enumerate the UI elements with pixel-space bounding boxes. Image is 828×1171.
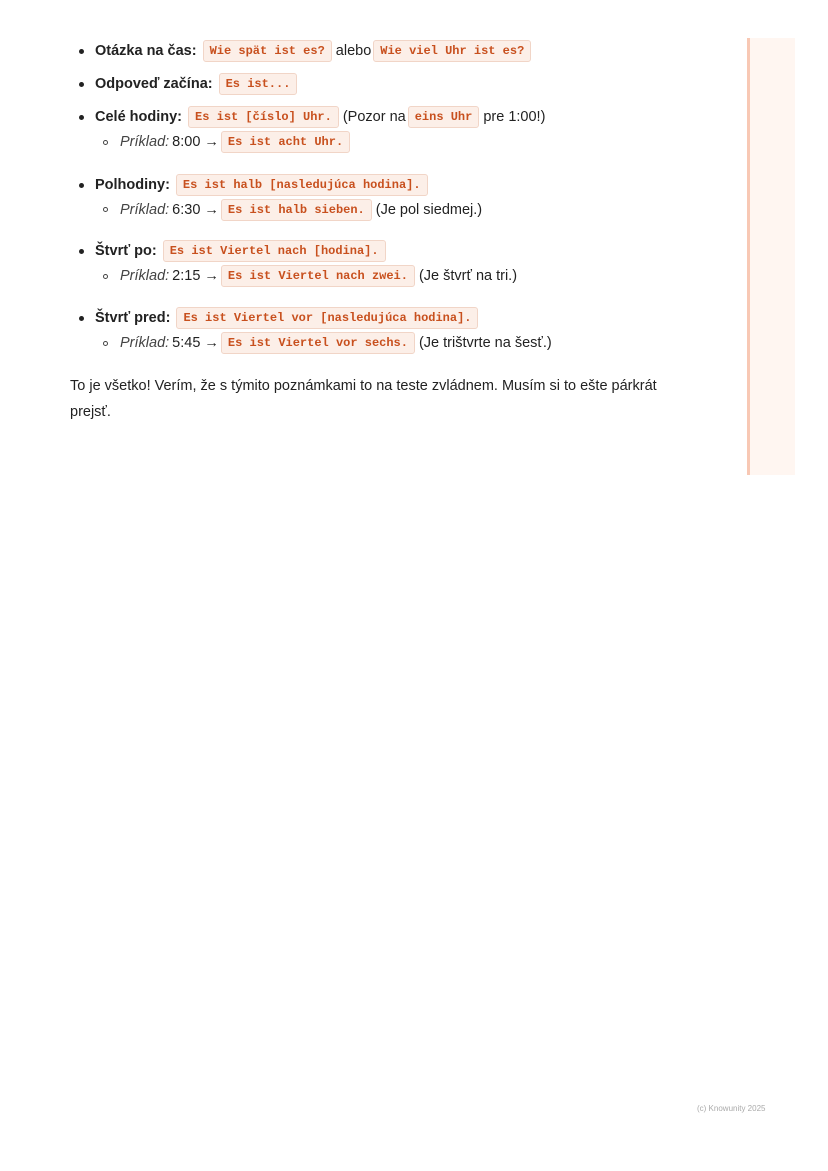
example-label: Príklad: — [120, 335, 170, 351]
item-label: Celé hodiny: — [95, 109, 183, 125]
example-label: Príklad: — [120, 134, 170, 150]
text: (Pozor na — [342, 109, 406, 125]
example-item — [120, 198, 482, 222]
example-label: Príklad: — [120, 268, 170, 284]
example-time: 5:45 → — [172, 335, 219, 351]
example-item — [120, 264, 517, 288]
item-label: Odpoveď začína: — [95, 76, 213, 92]
sub-bullet — [103, 140, 108, 145]
example-time: 6:30 → — [172, 202, 219, 218]
closing-paragraph: To je všetko! Verím, že s týmito poznámkami to na teste zvládnem. Musím si to ešte párkrát prejsť. — [70, 378, 657, 420]
item-label: Štvrť po: — [95, 243, 157, 259]
example-note: (Je trištvrte na šesť.) — [418, 335, 552, 351]
text: pre 1:00!) — [483, 109, 546, 125]
list-item — [95, 105, 545, 129]
code-snippet: Es ist Viertel nach [hodina]. — [163, 240, 386, 262]
example-note: (Je štvrť na tri.) — [418, 268, 518, 284]
code-snippet: Es ist Viertel vor [nasledujúca hodina]. — [176, 307, 478, 329]
list-item — [95, 306, 482, 330]
code-snippet: Wie viel Uhr ist es? — [373, 40, 531, 62]
example-item — [120, 130, 354, 154]
sub-bullet — [103, 274, 108, 279]
list-item — [95, 239, 390, 263]
code-snippet: Es ist halb sieben. — [221, 199, 372, 221]
example-label: Príklad: — [120, 202, 170, 218]
item-label: Otázka na čas: — [95, 43, 197, 59]
footer-copyright: (c) Knowunity 2025 — [697, 1104, 766, 1113]
code-snippet: eins Uhr — [408, 106, 480, 128]
example-item — [120, 331, 552, 355]
list-item — [95, 173, 432, 197]
text: alebo — [335, 43, 372, 59]
code-snippet: Es ist halb [nasledujúca hodina]. — [176, 174, 428, 196]
bullet — [79, 183, 84, 188]
example-time: 2:15 → — [172, 268, 219, 284]
sub-bullet — [103, 341, 108, 346]
item-label: Štvrť pred: — [95, 310, 171, 326]
code-snippet: Es ist Viertel vor sechs. — [221, 332, 415, 354]
list-item — [95, 72, 301, 96]
code-snippet: Es ist [číslo] Uhr. — [188, 106, 339, 128]
bullet — [79, 82, 84, 87]
side-panel — [747, 38, 795, 475]
list-item — [95, 39, 535, 63]
sub-bullet — [103, 207, 108, 212]
code-snippet: Es ist acht Uhr. — [221, 131, 350, 153]
bullet — [79, 249, 84, 254]
example-time: 8:00 → — [172, 134, 219, 150]
code-snippet: Wie spät ist es? — [203, 40, 332, 62]
example-note: (Je pol siedmej.) — [375, 202, 483, 218]
bullet — [79, 49, 84, 54]
bullet — [79, 316, 84, 321]
code-snippet: Es ist... — [219, 73, 298, 95]
code-snippet: Es ist Viertel nach zwei. — [221, 265, 415, 287]
bullet — [79, 115, 84, 120]
item-label: Polhodiny: — [95, 177, 170, 193]
